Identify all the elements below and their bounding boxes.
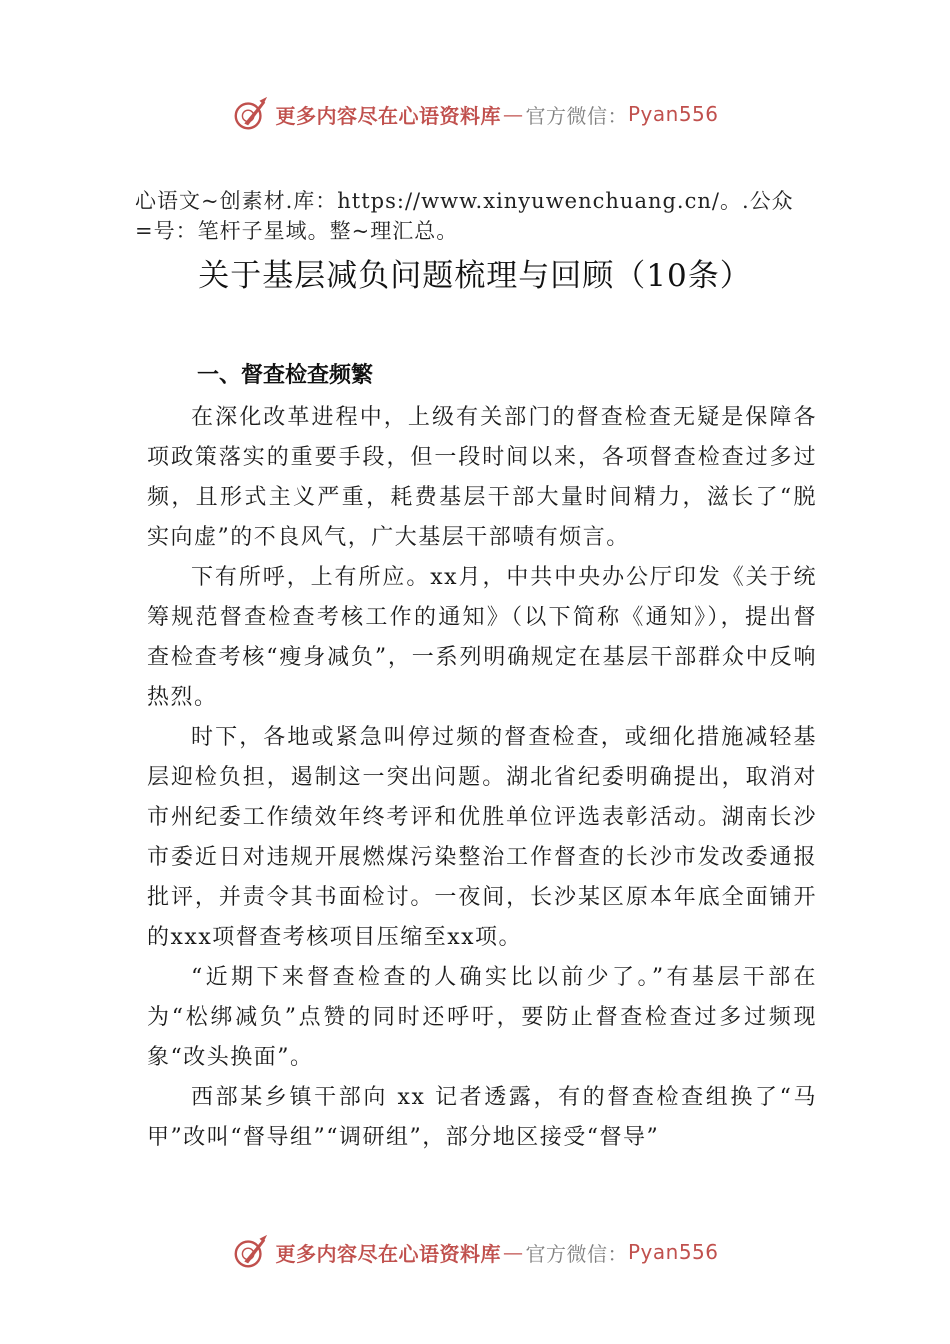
banner-brand-text: 更多内容尽在心语资料库 [275, 1241, 501, 1266]
banner-dash: — [502, 102, 524, 126]
quill-logo-icon [231, 1233, 269, 1271]
banner-wechat-label: 官方微信： [525, 1241, 628, 1266]
banner-wechat-id: Pyan556 [627, 102, 719, 126]
quill-logo-icon [231, 95, 269, 133]
paragraph: “近期下来督查检查的人确实比以前少了。”有基层干部在为“松绑减负”点赞的同时还呼吁，要防止督查检查过多过频现象“改头换面”。 [147, 965, 817, 1070]
banner-dash: — [502, 1240, 524, 1264]
banner-wechat-id: Pyan556 [627, 1240, 719, 1264]
banner-wechat-label: 官方微信： [525, 103, 628, 128]
document-title: 关于基层减负问题梳理与回顾（10条） [198, 258, 752, 294]
paragraph: 时下，各地或紧急叫停过频的督查检查，或细化措施减轻基层迎检负担，遏制这一突出问题。湖北省纪委明确提出，取消对市州纪委工作绩效年终考评和优胜单位评选表彰活动。湖南长沙市委近日对违规开展燃煤污染整治工作督查的长沙市发改委通报批评，并责令其书面检讨。一夜间，长沙某区原本年底全面铺开的xxx项督查考核项目压缩至xx项。 [147, 725, 817, 950]
document-body [147, 398, 817, 1158]
header-banner [0, 94, 950, 134]
footer-banner [0, 1232, 950, 1272]
banner-brand-text: 更多内容尽在心语资料库 [275, 103, 501, 128]
paragraph: 下有所呼，上有所应。xx月，中共中央办公厅印发《关于统筹规范督查检查考核工作的通知》（以下简称《通知》），提出督查检查考核“瘦身减负”，一系列明确规定在基层干部群众中反响热烈。 [147, 565, 817, 710]
section-heading: 一、督查检查频繁 [197, 363, 374, 388]
source-note: 心语文~创素材.库：https://www.xinyuwenchuang.cn/。.公众 =号：笔杆子星域。整~理汇总。 [135, 189, 794, 243]
paragraph: 在深化改革进程中，上级有关部门的督查检查无疑是保障各项政策落实的重要手段，但一段时间以来，各项督查检查过多过频，且形式主义严重，耗费基层干部大量时间精力，滋长了“脱实向虚”的不良风气，广大基层干部啧有烦言。 [147, 405, 817, 550]
paragraph: 西部某乡镇干部向 xx 记者透露，有的督查检查组换了“马甲”改叫“督导组”“调研组”，部分地区接受“督导” [147, 1085, 817, 1150]
